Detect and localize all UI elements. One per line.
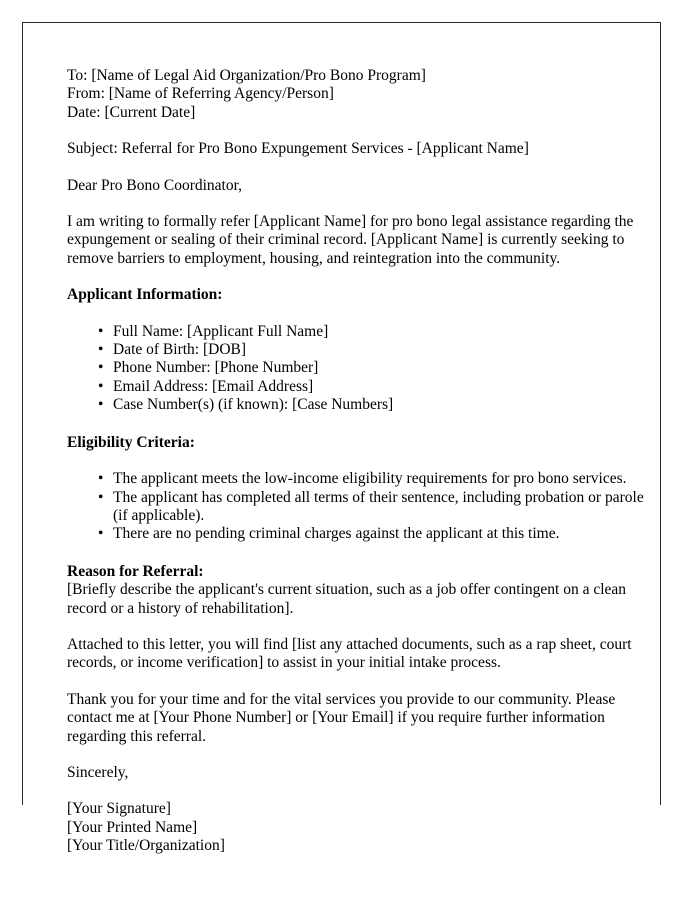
signature-line: [Your Signature] [67, 800, 171, 818]
document-page [22, 22, 661, 855]
spacer [67, 122, 659, 140]
salutation: Dear Pro Bono Coordinator, [67, 176, 243, 194]
reason-for-referral-heading: Reason for Referral: [67, 562, 204, 580]
eligibility-criteria-heading: Eligibility Criteria: [67, 433, 195, 451]
letter-header-from: From: [Name of Referring Agency/Person] [67, 85, 334, 103]
letter-body [67, 67, 659, 856]
applicant-information-heading: Applicant Information: [67, 286, 223, 304]
spacer [67, 195, 659, 213]
intro-paragraph: I am writing to formally refer [Applicant Name] for pro bono legal assistance regarding the expungement or sealing of their criminal record. [Applicant Name] is currently seeking to remove barriers to employment, housing, and reintegration into the community. [67, 213, 634, 267]
spacer [67, 618, 659, 636]
printed-name-line: [Your Printed Name] [67, 818, 198, 836]
list-item: • Case Number(s) (if known): [Case Numbers] [67, 396, 659, 414]
spacer [67, 544, 659, 563]
letter-header-date: Date: [Current Date] [67, 103, 196, 121]
spacer [67, 415, 659, 434]
spacer [67, 452, 659, 470]
list-item: • The applicant has completed all terms of their sentence, including probation or parole (if applicable). [67, 489, 659, 526]
list-item: • Full Name: [Applicant Full Name] [67, 323, 659, 341]
eligibility-criteria-list [67, 470, 659, 544]
list-item: • There are no pending criminal charges against the applicant at this time. [67, 525, 659, 543]
spacer [67, 159, 659, 177]
spacer [67, 268, 659, 286]
list-item: • Phone Number: [Phone Number] [67, 359, 659, 377]
spacer [67, 305, 659, 323]
attachments-paragraph: Attached to this letter, you will find [list any attached documents, such as a rap sheet, court records, or income verification] to assist in your initial intake process. [67, 635, 632, 672]
reason-for-referral-body: [Briefly describe the applicant's current situation, such as a job offer contingent on a clean record or a history of rehabilitation]. [67, 581, 627, 617]
valediction: Sincerely, [67, 763, 129, 781]
closing-paragraph: Thank you for your time and for the vital services you provide to our community. Please contact me at [Your Phone Number] or [Your Email] if you require further information regarding this referral. [67, 690, 616, 745]
spacer [67, 673, 659, 691]
list-item: • The applicant meets the low-income eligibility requirements for pro bono services. [67, 470, 659, 488]
letter-header-to: To: [Name of Legal Aid Organization/Pro Bono Program] [67, 67, 426, 84]
spacer [67, 782, 659, 800]
applicant-information-list [67, 323, 659, 415]
list-item: • Date of Birth: [DOB] [67, 341, 659, 359]
spacer [67, 746, 659, 764]
subject-line: Subject: Referral for Pro Bono Expungement Services - [Applicant Name] [67, 140, 529, 158]
title-organization-line: [Your Title/Organization] [67, 837, 225, 855]
list-item: • Email Address: [Email Address] [67, 378, 659, 396]
